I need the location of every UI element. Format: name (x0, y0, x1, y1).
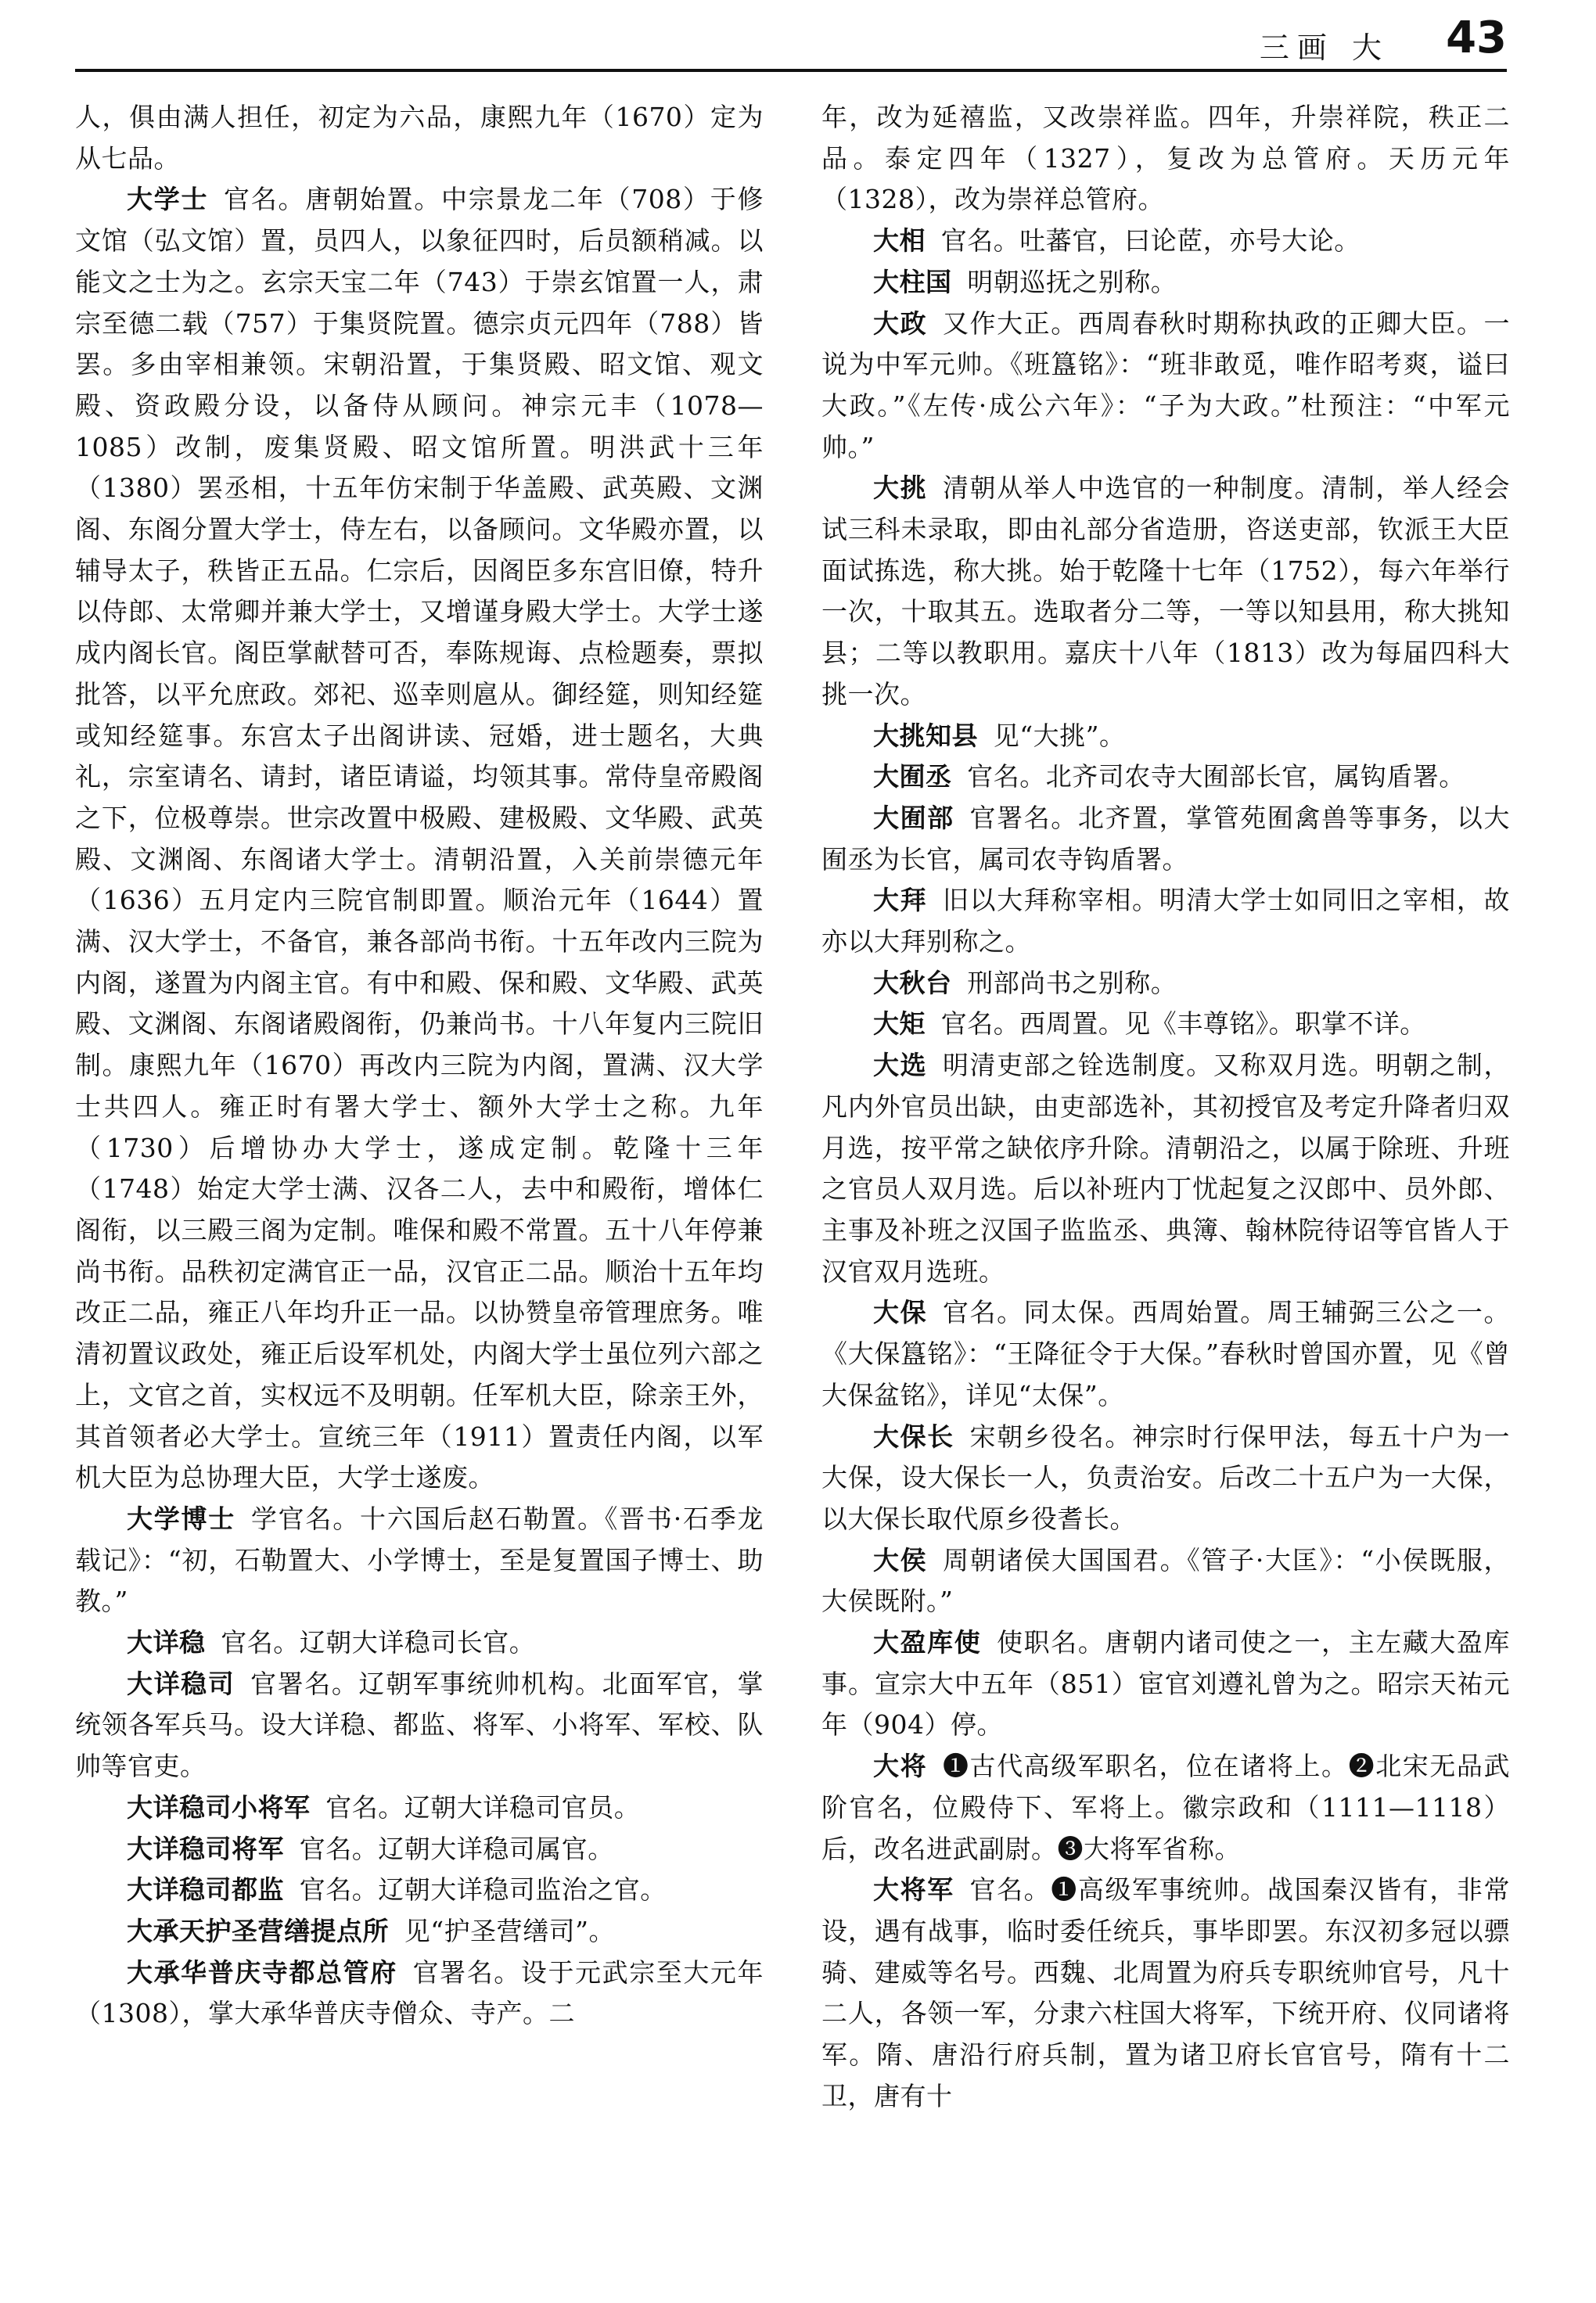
entry-text: 官名。辽朝大详稳司官员。 (325, 1791, 641, 1823)
entry-text: 又作大正。西周春秋时期称执政的正卿大臣。一说为中军元帅。《班簋铭》：“班非敢觅，唯作昭考爽，谥曰大政。”《左传·成公六年》：“子为大政。”杜预注：“中军元帅。” (821, 307, 1511, 462)
entry-headword: 大学士 (127, 184, 209, 215)
entry-text: 官名。辽朝大详稳司监治之官。 (299, 1874, 667, 1906)
dictionary-entry (821, 1540, 1510, 1622)
entry-headword: 大秋台 (873, 967, 952, 998)
entry-headword: 大承华普庆寺都总管府 (127, 1956, 397, 1988)
dictionary-entry (75, 1829, 764, 1870)
entry-headword: 大挑 (873, 472, 928, 504)
dictionary-entry (821, 716, 1510, 757)
entry-text: 人，俱由满人担任，初定为六品，康熙九年（1670）定为从七品。 (75, 102, 764, 174)
entry-text: 见“大挑”。 (993, 720, 1126, 751)
dictionary-entry (821, 1045, 1510, 1292)
dictionary-entry (75, 97, 764, 179)
entry-headword: 大详稳 (127, 1627, 206, 1658)
dictionary-entry (75, 1870, 764, 1911)
entry-text: 官名。辽朝大详稳司属官。 (299, 1833, 614, 1864)
entry-text: 官名。吐蕃官，曰论茝，亦号大论。 (940, 225, 1361, 257)
entry-headword: 大详稳司将军 (127, 1833, 284, 1864)
dictionary-entry (821, 262, 1510, 304)
dictionary-entry (821, 1004, 1510, 1045)
dictionary-entry (75, 1499, 764, 1622)
entry-text: 明清吏部之铨选制度。又称双月选。明朝之制，凡内外官员出缺，由吏部选补，其初授官及考定升降者归双月选，按平常之缺依序升除。清朝沿之，以属于除班、升班之官员人双月选。后以补班内丁忧起复之汉郎中、员外郎、主事及补班之汉国子监监丞、典簿、翰林院待诏等官皆人于汉官双月选班。 (821, 1050, 1511, 1287)
entry-text: 官名。西周置。见《丰尊铭》。职掌不详。 (940, 1008, 1426, 1040)
dictionary-entry (821, 1870, 1510, 2117)
dictionary-entry (75, 1953, 764, 2035)
entry-text: 刑部尚书之别称。 (967, 967, 1177, 998)
entry-text: 清朝从举人中选官的一种制度。清制，举人经会试三科未录取，即由礼部分省造册，咨送吏部，钦派王大臣面试拣选，称大挑。始于乾隆十七年（1752），每六年举行一次，十取其五。选取者分二等，一等以知县用，称大挑知县；二等以教职用。嘉庆十八年（1813）改为每届四科大挑一次。 (821, 472, 1511, 710)
dictionary-entry (75, 1664, 764, 1787)
entry-headword: 大盈库使 (873, 1627, 982, 1658)
entry-text: 官名。同太保。西周始置。周王辅弼三公之一。《大保簋铭》：“王降征令于大保。”春秋时曾国亦置，见《曾大保盆铭》，详见“太保”。 (821, 1297, 1511, 1410)
entry-text: 官名。唐朝始置。中宗景龙二年（708）于修文馆（弘文馆）置，员四人，以象征四时，后员额稍减。以能文之士为之。玄宗天宝二年（743）于崇玄馆置一人，肃宗至德二载（757）于集贤院置。德宗贞元四年（788）皆罢。多由宰相兼领。宋朝沿置，于集贤殿、昭文馆、观文殿、资政殿分设，以备侍从顾问。神宗元丰（1078—1085）改制，废集贤殿、昭文馆所置。明洪武十三年（1380）罢丞相，十五年仿宋制于华盖殿、武英殿、文渊阁、东阁分置大学士，侍左右，以备顾问。文华殿亦置，以辅导太子，秩皆正五品。仁宗后，因阁臣多东宫旧僚，特升以侍郎、太常卿并兼大学士，又增谨身殿大学士。大学士遂成内阁长官。阁臣掌献替可否，奉陈规诲、点检题奏，票拟批答，以平允庶政。郊祀、巡幸则扈从。御经筵，则知经筵或知经筵事。东宫太子出阁讲读、冠婚，进士题名，大典礼，宗室请名、请封，诸臣请谥，均领其事。常侍皇帝殿阁之下，位极尊崇。世宗改置中极殿、建极殿、文华殿、武英殿、文渊阁、东阁诸大学士。清朝沿置，入关前崇德元年（1636）五月定内三院官制即置。顺治元年（1644）置满、汉大学士，不备官，兼各部尚书衔。十五年改内三院为内阁，遂置为内阁主官。有中和殿、保和殿、文华殿、武英殿、文渊阁、东阁诸殿阁衔，仍兼尚书。十八年复内三院旧制。康熙九年（1670）再改内三院为内阁，置满、汉大学士共四人。雍正时有署大学士、额外大学士之称。九年（1730）后增协办大学士，遂成定制。乾隆十三年（1748）始定大学士满、汉各二人，去中和殿衔，增体仁阁衔，以三殿三阁为定制。唯保和殿不常置。五十八年停兼尚书衔。品秩初定满官正一品，汉官正二品。顺治十五年均改正二品，雍正八年均升正一品。以协赞皇帝管理庶务。唯清初置议政处，雍正后设军机处，内阁大学士虽位列六部之上，文官之首，实权远不及明朝。任军机大臣，除亲王外，其首领者必大学士。宣统三年（1911）置责任内阁，以军机大臣为总协理大臣，大学士遂废。 (75, 184, 764, 1493)
entry-headword: 大学博士 (127, 1503, 236, 1534)
entry-text: 官署名。辽朝军事统帅机构。北面军官，掌统领各军兵马。设大详稳、都监、将军、小将军、军校、队帅等官吏。 (75, 1668, 764, 1782)
entry-text: 使职名。唐朝内诸司使之一，主左藏大盈库事。宣宗大中五年（851）宦官刘遵礼曾为之。昭宗天祐元年（904）停。 (821, 1627, 1511, 1741)
entry-text: 官名。北齐司农寺大囿部长官，属钩盾署。 (967, 761, 1465, 792)
entry-headword: 大将 (873, 1751, 928, 1782)
dictionary-entry (75, 179, 764, 1499)
page-number: 43 (1446, 13, 1507, 63)
entry-headword: 大保 (873, 1297, 928, 1328)
dictionary-entry (821, 1746, 1510, 1870)
entry-text: 官署名。北齐置，掌管苑囿禽兽等事务，以大囿丞为长官，属司农寺钩盾署。 (821, 802, 1511, 875)
entry-text: 旧以大拜称宰相。明清大学士如同旧之宰相，故亦以大拜别称之。 (821, 885, 1511, 957)
dictionary-entry (821, 468, 1510, 715)
dictionary-entry (821, 221, 1510, 262)
entry-headword: 大政 (873, 307, 928, 339)
entry-headword: 大保长 (873, 1421, 954, 1452)
dictionary-entry (821, 880, 1510, 962)
dictionary-entry (821, 756, 1510, 798)
entry-headword: 大将军 (873, 1874, 954, 1906)
entry-headword: 大侯 (873, 1544, 928, 1575)
entry-headword: 大详稳司 (127, 1668, 235, 1699)
entry-headword: 大详稳司小将军 (127, 1791, 311, 1823)
entry-text: 见“护圣营缮司”。 (404, 1915, 616, 1946)
entry-headword: 大相 (873, 225, 926, 257)
entry-headword: 大承天护圣营缮提点所 (127, 1915, 389, 1946)
entry-headword: 大柱国 (873, 266, 952, 297)
entry-text: 明朝巡抚之别称。 (967, 266, 1177, 297)
dictionary-entry (821, 304, 1510, 469)
dictionary-entry (75, 1911, 764, 1953)
left-column (75, 97, 764, 2035)
dictionary-entry (821, 1622, 1510, 1746)
page-header (75, 8, 1507, 72)
dictionary-entry (821, 798, 1510, 880)
dictionary-entry (821, 963, 1510, 1004)
entry-headword: 大挑知县 (873, 720, 978, 751)
entry-headword: 大拜 (873, 885, 928, 916)
section-title: 三画 大 (1259, 31, 1389, 65)
entry-text: 周朝诸侯大国国君。《管子·大匡》：“小侯既服，大侯既附。” (821, 1544, 1510, 1617)
dictionary-entry (75, 1787, 764, 1829)
entry-text: ❶古代高级军职名，位在诸将上。❷北宋无品武阶官名，位殿侍下、军将上。徽宗政和（1111—1118）后，改名进武副尉。❸大将军省称。 (821, 1751, 1511, 1864)
dictionary-entry (821, 1417, 1510, 1540)
entry-headword: 大囿丞 (873, 761, 952, 792)
entry-headword: 大选 (873, 1050, 928, 1081)
dictionary-entry (821, 97, 1510, 221)
right-column (821, 97, 1510, 2117)
entry-text: 年，改为延禧监，又改崇祥监。四年，升崇祥院，秩正二品。泰定四年（1327），复改为总管府。天历元年（1328），改为崇祥总管府。 (821, 102, 1510, 215)
entry-text: 宋朝乡役名。神宗时行保甲法，每五十户为一大保，设大保长一人，负责治安。后改二十五户为一大保，以大保长取代原乡役耆长。 (821, 1421, 1511, 1534)
dictionary-entry (821, 1292, 1510, 1416)
entry-text: 官名。辽朝大详稳司长官。 (221, 1627, 536, 1658)
entry-text: 官署名。设于元武宗至大元年（1308），掌大承华普庆寺僧众、寺产。二 (75, 1956, 764, 2029)
entry-text: 学官名。十六国后赵石勒置。《晋书·石季龙载记》：“初，石勒置大、小学博士，至是复置国子博士、助教。” (75, 1503, 764, 1617)
entry-headword: 大囿部 (873, 802, 954, 833)
dictionary-entry (75, 1622, 764, 1664)
entry-headword: 大详稳司都监 (127, 1874, 284, 1906)
entry-text: 官名。❶高级军事统帅。战国秦汉皆有，非常设，遇有战事，临时委任统兵，事毕即罢。东汉初多冠以骠骑、建威等名号。西魏、北周置为府兵专职统帅官号，凡十二人，各领一军，分隶六柱国大将军，下统开府、仪同诸将军。隋、唐沿行府兵制，置为诸卫府长官官号，隋有十二卫，唐有十 (821, 1874, 1511, 2111)
entry-headword: 大矩 (873, 1008, 926, 1040)
